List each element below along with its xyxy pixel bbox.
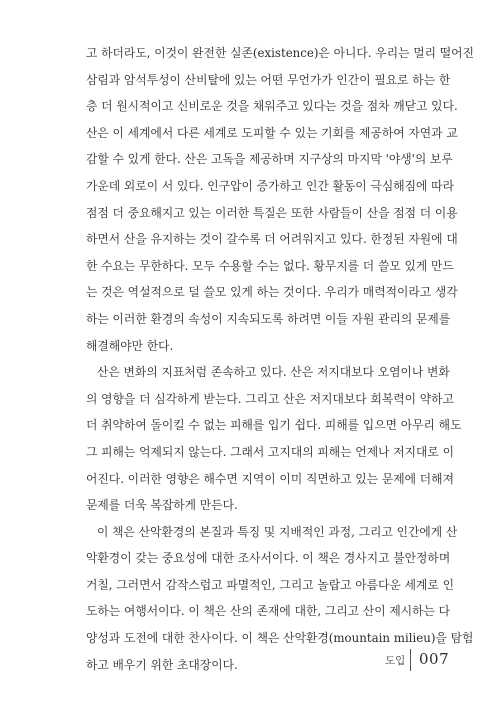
text-line: 한 수요는 무한하다. 모두 수용할 수는 없다. 황무지를 더 쓸모 있게 만드: [86, 258, 454, 273]
text-line: 가운데 외로이 서 있다. 인구압이 증가하고 인간 활동이 극심해짐에 따라: [86, 178, 454, 193]
text-line: 하는 이러한 환경의 속성이 지속되도록 하려면 이들 자원 관리의 문제를: [86, 311, 451, 326]
text-line: 악환경이 갖는 중요성에 대한 조사서이다. 이 책은 경사지고 불안정하며: [86, 551, 451, 566]
text-line: 는 것은 역설적으로 덜 쓸모 있게 하는 것이다. 우리가 매력적이라고 생각: [86, 285, 458, 300]
text-line: 어진다. 이러한 영향은 해수면 지역이 이미 직면하고 있는 문제에 더해져: [86, 471, 454, 486]
paragraph-1: [86, 40, 474, 359]
text-line: 산은 이 세계에서 다른 세계로 도피할 수 있는 기회를 제공하여 자연과 교: [86, 125, 458, 140]
text-line: 거칠, 그러면서 감작스럽고 파멸적인, 그리고 놀랍고 아름다운 세계로 인: [86, 577, 454, 592]
text-line: 도하는 여행서이다. 이 책은 산의 존재에 대한, 그리고 산이 제시하는 다: [86, 604, 451, 619]
text-line: 고 하더라도, 이것이 완전한 실존(existence)은 아니다. 우리는 멀리 떨어진: [86, 46, 474, 60]
text-line: 산은 변화의 지표처럼 존속하고 있다. 산은 저지대보다 오염이나 변화: [97, 365, 450, 380]
text-line: 하고 배우기 위한 초대장이다.: [86, 657, 238, 672]
text-line: 더 취약하여 돌이킬 수 없는 피해를 입기 쉽다. 피해를 입으면 아무리 해도: [86, 418, 462, 433]
text-line: 그 피해는 억제되지 않는다. 그래서 고지대의 피해는 언제나 저지대로 이: [86, 444, 454, 459]
text-line: 양성과 도전에 대한 찬사이다. 이 책은 산악환경(mountain milieu)을 탐험: [86, 631, 474, 646]
text-line: 하면서 산을 유지하는 것이 갈수록 더 어려워지고 있다. 한정된 자원에 대: [86, 232, 458, 247]
paragraph-2: [86, 359, 462, 519]
text-line: 이 책은 산악환경의 본질과 특징 및 지배적인 과정, 그리고 인간에게 산: [97, 524, 458, 539]
text-line: 감할 수 있게 한다. 산은 고독을 제공하며 지구상의 마지막 '야생'의 보루: [86, 152, 453, 167]
text-line: 의 영향을 더 심각하게 받는다. 그리고 산은 저지대보다 회복력이 약하고: [86, 391, 454, 406]
page-number: 007: [419, 650, 450, 668]
text-line: 층 더 원시적이고 신비로운 것을 채워주고 있다는 것을 점차 깨닫고 있다.: [86, 99, 458, 114]
text-line: 삼림과 암석투성이 산비탈에 있는 어떤 무언가가 인간이 필요로 하는 한: [86, 72, 451, 87]
section-label: 도입: [385, 655, 406, 667]
text-line: 문제를 더욱 복잡하게 만든다.: [86, 498, 238, 513]
text-line: 해결해야만 한다.: [86, 338, 174, 353]
text-line: 점점 더 중요해지고 있는 이러한 특질은 또한 사람들이 산을 점점 더 이용: [86, 205, 458, 220]
page-footer: [385, 649, 455, 671]
footer-divider: [410, 649, 411, 671]
